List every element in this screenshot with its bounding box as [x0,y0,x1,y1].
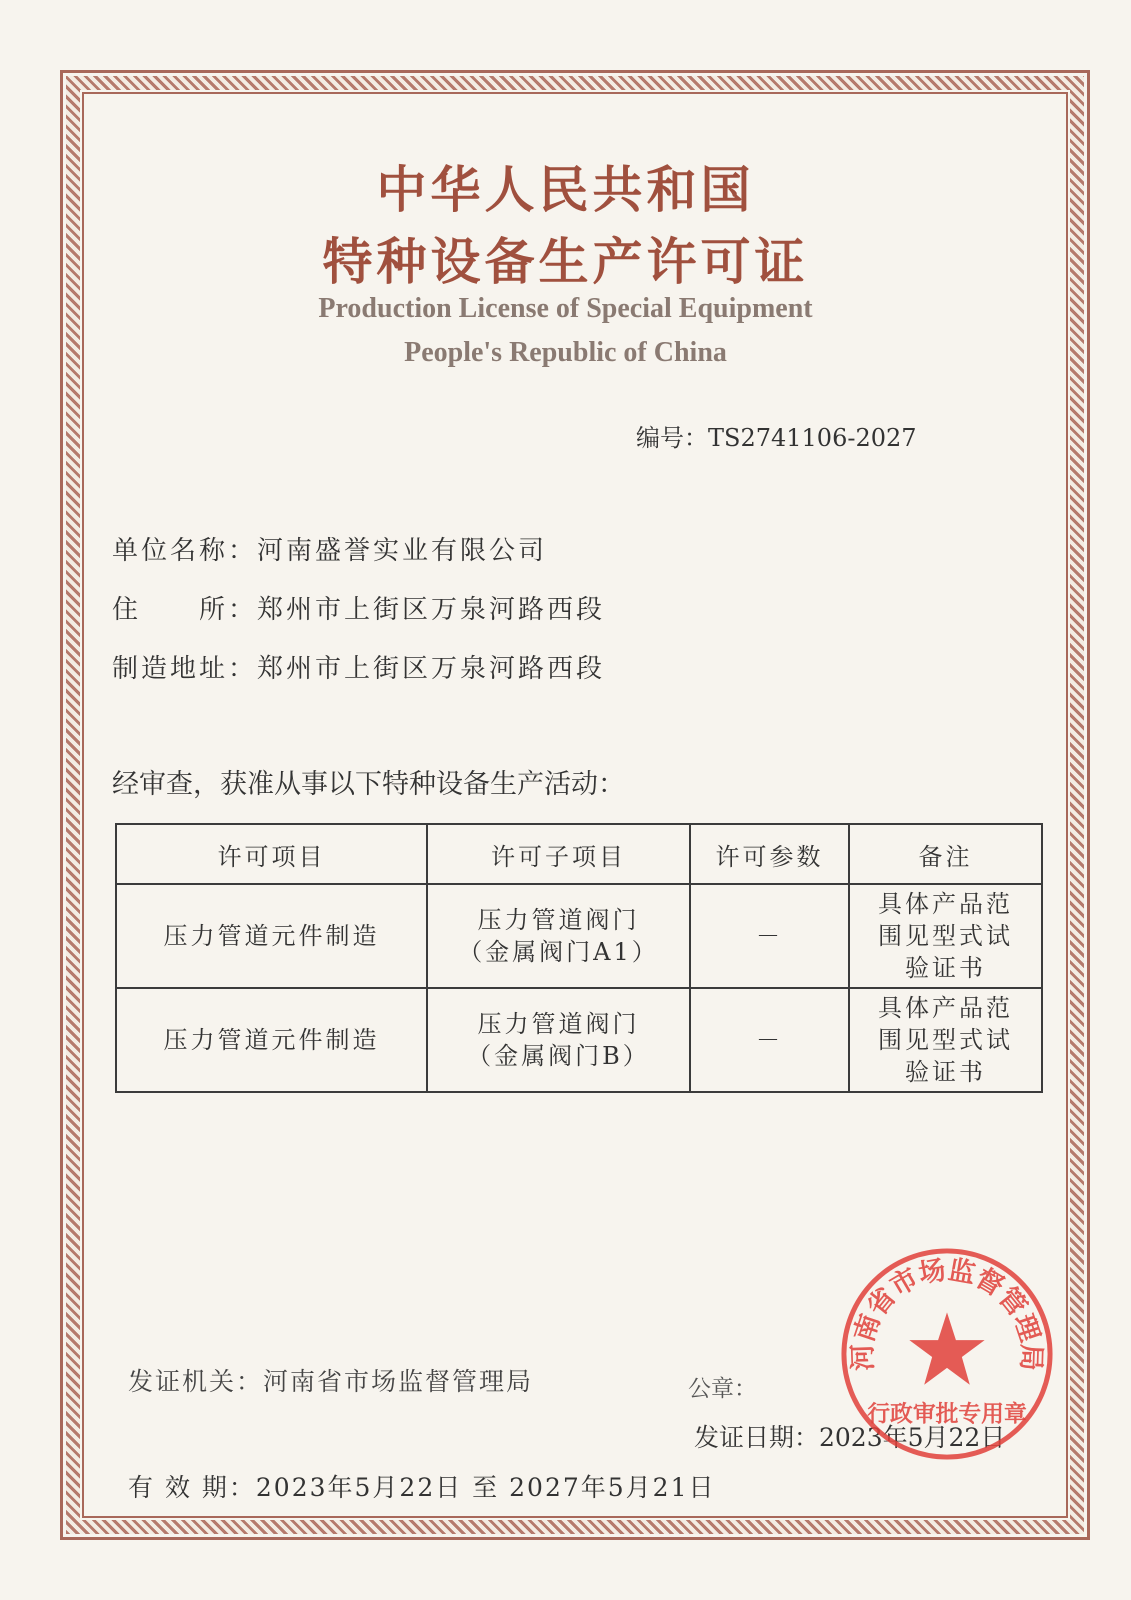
seal-arc-textpath: 河南省市场监督管理局 [847,1254,1047,1372]
cell-remark [849,988,1042,1092]
cell-param: － [690,988,849,1092]
address: 住 所：郑州市上街区万泉河路西段 [112,595,606,625]
license-number: 编号：TS2741106-2027 [636,424,917,452]
cell-remark-line2: 围见型式试 [878,922,1013,950]
seal-label: 公章： [688,1376,757,1402]
unit-name: 单位名称：河南盛誉实业有限公司 [112,536,548,566]
cell-remark-line2: 围见型式试 [878,1026,1013,1054]
cell-subitem-line1: 压力管道阀门 [477,1010,640,1038]
cell-remark-line3: 验证书 [905,954,986,982]
title-en-line2: People's Republic of China [404,337,727,368]
title-en-line1: Production License of Special Equipment [318,293,813,324]
approval-text: 经审查，获准从事以下特种设备生产活动： [112,769,625,800]
permit-table [115,823,1043,1093]
header-item: 许可项目 [116,824,427,884]
title-cn-line2: 特种设备生产许可证 [322,233,809,291]
title-cn-line1: 中华人民共和国 [376,161,755,219]
cell-subitem-line2: （金属阀门B） [467,1042,650,1070]
issuing-authority: 发证机关：河南省市场监督管理局 [128,1367,534,1396]
cell-subitem [427,884,690,988]
cell-param: － [690,884,849,988]
cell-subitem-line1: 压力管道阀门 [477,906,640,934]
cell-item: 压力管道元件制造 [116,884,427,988]
table-row [116,884,1042,988]
official-seal-icon [838,1245,1056,1463]
manufacturing-address: 制造地址：郑州市上街区万泉河路西段 [112,654,606,684]
validity-period: 有 效 期：2023年5月22日 至 2027年5月21日 [128,1473,716,1502]
seal-star-icon [909,1312,984,1384]
header-remark: 备注 [849,824,1042,884]
seal-bottom-text: 行政审批专用章 [867,1401,1027,1428]
cell-item: 压力管道元件制造 [116,988,427,1092]
header-param: 许可参数 [690,824,849,884]
table-header-row [116,824,1042,884]
issue-date: 发证日期：2023年5月22日 [694,1423,1006,1452]
cell-remark-line1: 具体产品范 [878,890,1013,918]
header-subitem: 许可子项目 [427,824,690,884]
cell-subitem-line2: （金属阀门A1） [458,938,659,966]
cell-remark [849,884,1042,988]
table-row [116,988,1042,1092]
cell-remark-line1: 具体产品范 [878,994,1013,1022]
cell-remark-line3: 验证书 [905,1058,986,1086]
cell-subitem [427,988,690,1092]
